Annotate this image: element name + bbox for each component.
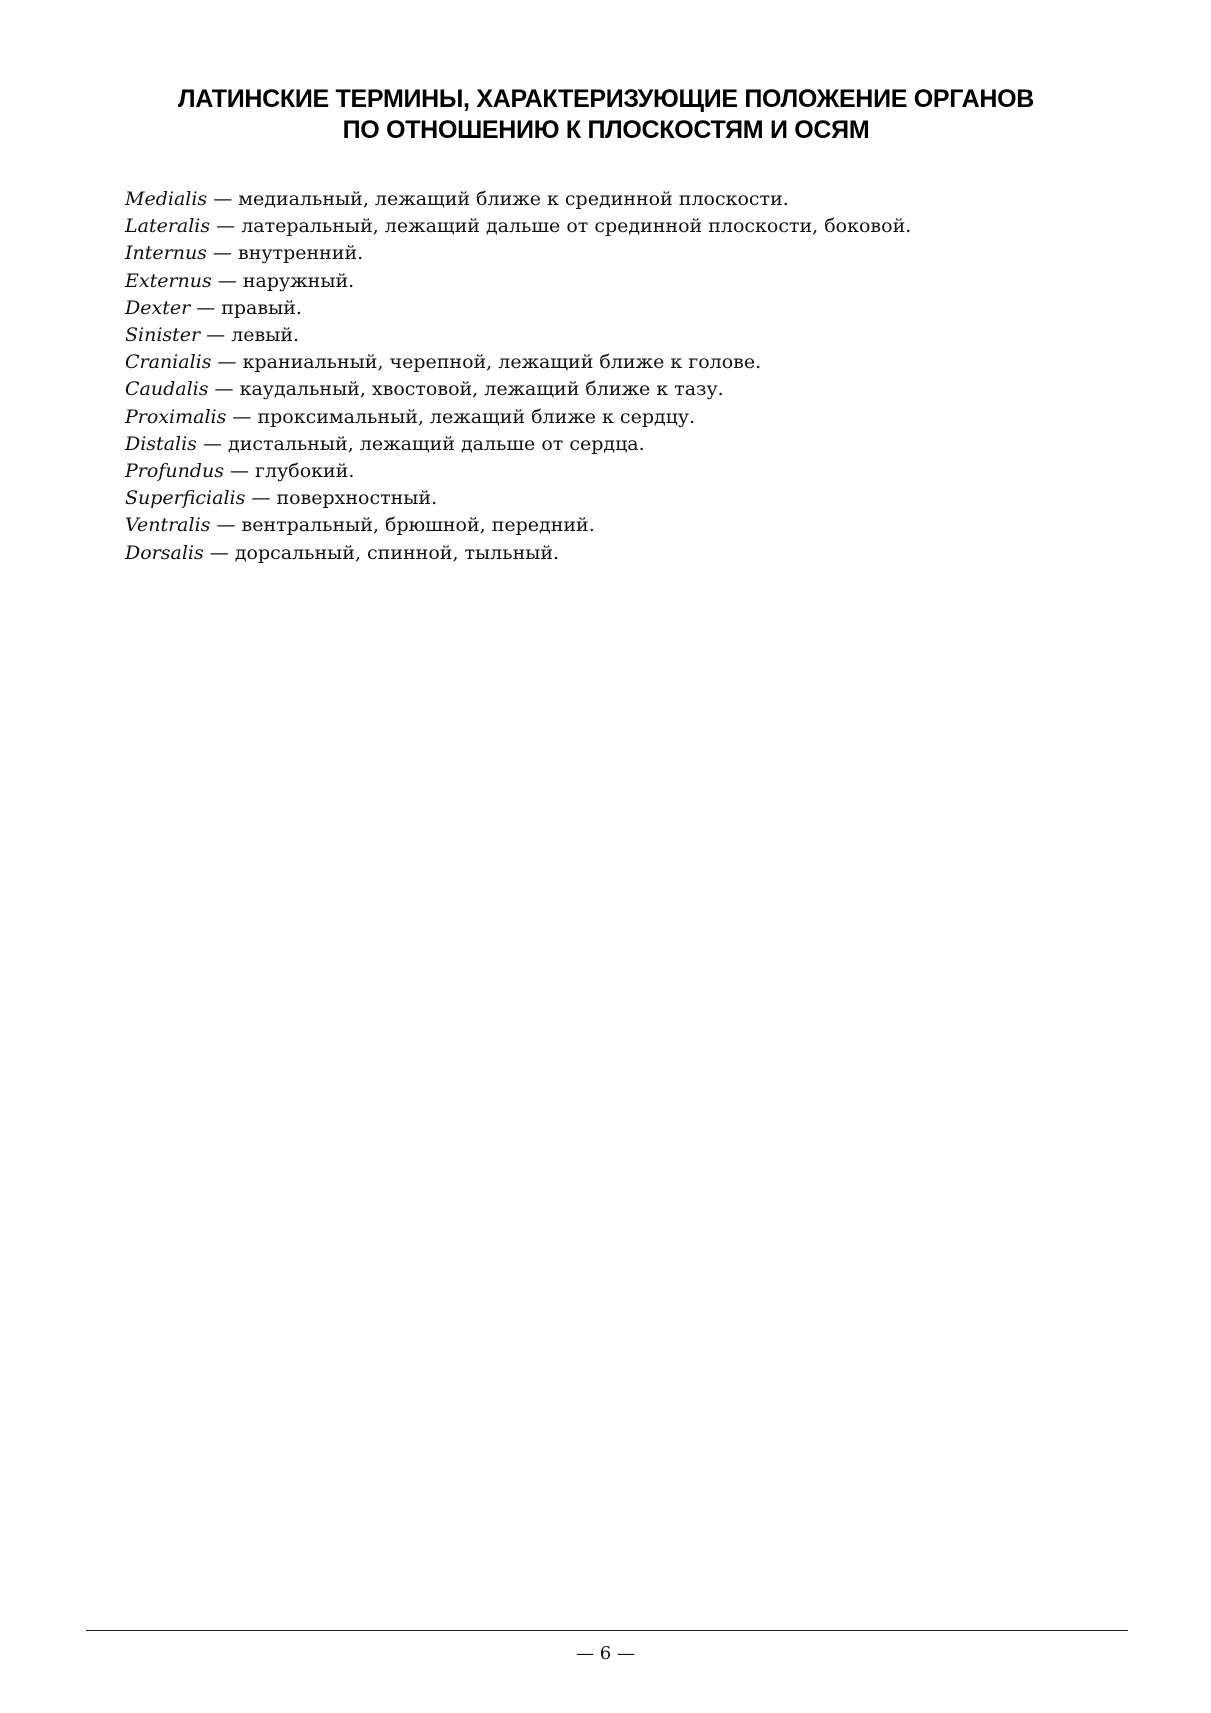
term-definition: — латеральный, лежащий дальше от срединной плоскости, боковой. — [210, 215, 912, 238]
term-row — [125, 349, 1125, 376]
term-row — [125, 268, 1125, 295]
term-row — [125, 485, 1125, 512]
term-list — [125, 186, 1125, 567]
term-definition: — внутренний. — [206, 242, 364, 265]
page-title — [88, 84, 1124, 146]
term-definition: — краниальный, черепной, лежащий ближе к голове. — [211, 351, 762, 374]
page-title-line-1: ЛАТИНСКИЕ ТЕРМИНЫ, ХАРАКТЕРИЗУЮЩИЕ ПОЛОЖЕНИЕ ОРГАНОВ — [178, 85, 1034, 113]
term-row — [125, 404, 1125, 431]
term-definition: — левый. — [200, 324, 300, 347]
term-definition: — наружный. — [211, 269, 355, 292]
term-row — [125, 458, 1125, 485]
term-latin: Caudalis — [125, 378, 209, 401]
term-row — [125, 186, 1125, 213]
term-row — [125, 295, 1125, 322]
term-definition: — глубокий. — [223, 460, 355, 483]
term-latin: Externus — [125, 269, 212, 292]
page-title-line-2: ПО ОТНОШЕНИЮ К ПЛОСКОСТЯМ И ОСЯМ — [342, 116, 870, 144]
term-latin: Proximalis — [125, 405, 227, 428]
term-latin: Distalis — [125, 432, 197, 455]
term-row — [125, 322, 1125, 349]
term-row — [125, 213, 1125, 240]
term-latin: Internus — [125, 242, 207, 265]
footer-divider — [86, 1630, 1128, 1631]
term-definition: — вентральный, брюшной, передний. — [210, 514, 595, 537]
term-definition: — медиальный, лежащий ближе к срединной плоскости. — [207, 188, 789, 210]
term-definition: — поверхностный. — [245, 487, 438, 510]
term-definition: — дистальный, лежащий дальше от сердца. — [196, 432, 645, 455]
term-row — [125, 431, 1125, 458]
term-latin: Lateralis — [125, 215, 211, 238]
term-row — [125, 512, 1125, 539]
term-latin: Cranialis — [125, 351, 212, 374]
page-number: — 6 — — [576, 1643, 635, 1664]
term-latin: Medialis — [125, 188, 208, 210]
term-latin: Dorsalis — [125, 541, 204, 564]
term-latin: Profundus — [125, 460, 224, 483]
term-row — [125, 540, 1125, 567]
term-definition: — дорсальный, спинной, тыльный. — [203, 541, 560, 564]
term-row — [125, 376, 1125, 403]
term-latin: Superficialis — [125, 487, 246, 510]
term-row — [125, 240, 1125, 267]
term-definition: — проксимальный, лежащий ближе к сердцу. — [226, 405, 696, 428]
term-latin: Sinister — [125, 324, 201, 347]
term-latin: Ventralis — [125, 514, 211, 537]
term-definition: — правый. — [190, 296, 302, 319]
term-latin: Dexter — [125, 296, 191, 319]
term-definition: — каудальный, хвостовой, лежащий ближе к тазу. — [208, 378, 724, 401]
